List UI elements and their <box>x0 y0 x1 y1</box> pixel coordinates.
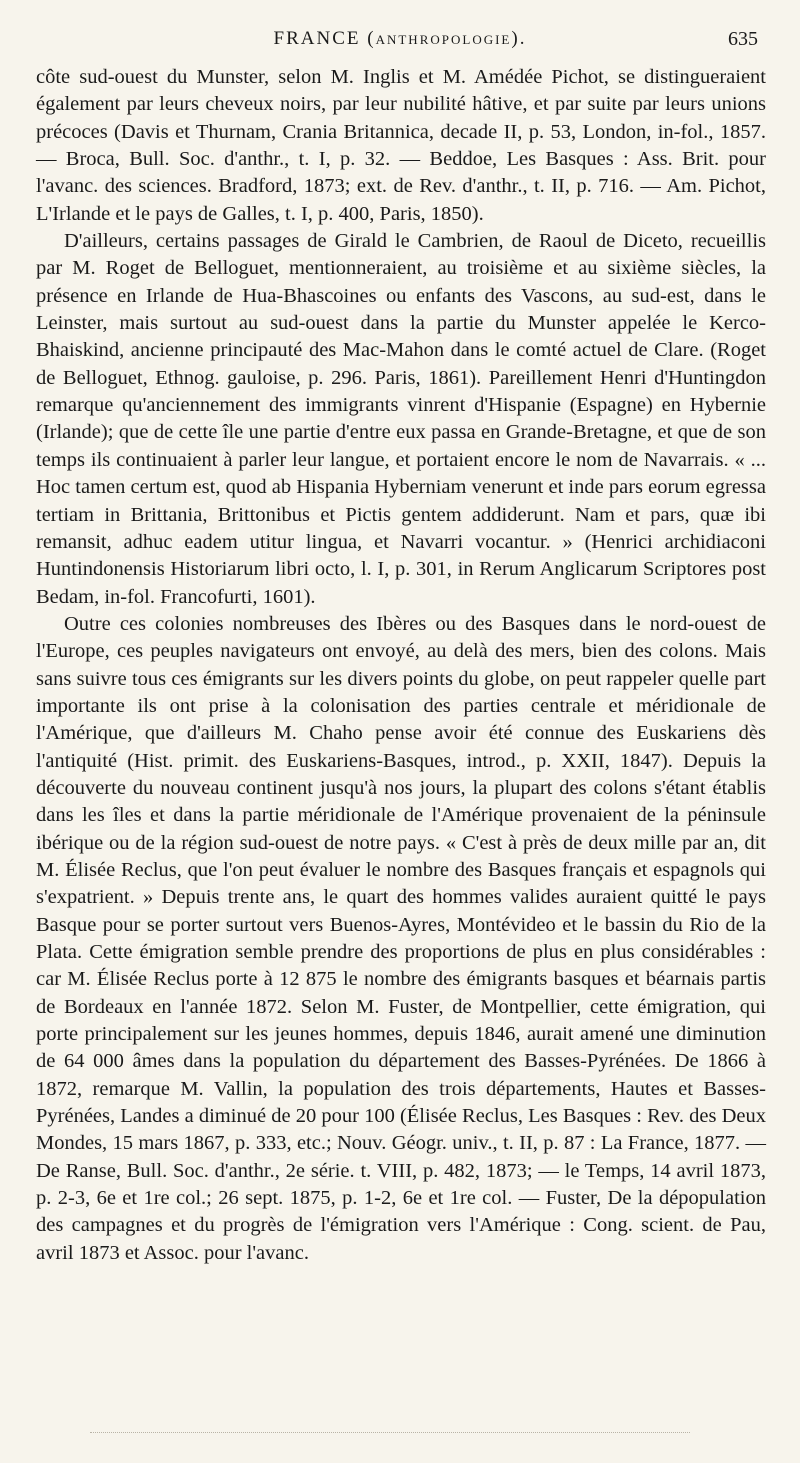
running-head <box>0 28 800 50</box>
running-head-close: ). <box>511 28 527 49</box>
running-head-subject: ANTHROPOLOGIE <box>375 32 512 47</box>
paragraph-emigration: Outre ces colonies nombreuses des Ibères ou des Basques dans le nord-ouest de l'Europe, ces peuples navigateurs ont envoyé, au delà des mers, bien des colons. Mais sans suivre tous ces émigrants sur les divers points du globe, on peut rappeler quelle part importante ils ont prise à la colonisation des parties centrale et méridionale de l'Amérique, que d'ailleurs M. Chaho pense avoir été connue des Euskariens dès l'antiquité (Hist. primit. des Euskariens-Basques, introd., p. XXII, 1847). Depuis la découverte du nouveau continent jusqu'à nos jours, la plupart des colons s'étant établis dans les îles et dans la partie méridionale de l'Amérique provenaient de la péninsule ibérique ou de la région sud-ouest de notre pays. « C'est à près de deux mille par an, dit M. Élisée Reclus, que l'on peut évaluer le nombre des Basques français et espagnols qui s'expatrient. » Depuis trente ans, le quart des hommes valides auraient quitté le pays Basque pour se porter surtout vers Buenos-Ayres, Montévideo et le bassin du Rio de la Plata. Cette émigration semble prendre des proportions de plus en plus considérables : car M. Élisée Reclus porte à 12 875 le nombre des émigrants basques et béarnais partis de Bordeaux en l'année 1872. Selon M. Fuster, de Montpellier, cette émigration, qui porte principalement sur les jeunes hommes, depuis 1846, aurait amené une diminution de 64 000 âmes dans la population du département des Basses-Pyrénées. De 1866 à 1872, remarque M. Vallin, la population des trois départements, Hautes et Basses-Pyrénées, Landes a diminué de 20 pour 100 (Élisée Reclus, Les Basques : Rev. des Deux Mondes, 15 mars 1867, p. 333, etc.; Nouv. Géogr. univ., t. II, p. 87 : La France, 1877. — De Ranse, Bull. Soc. d'anthr., 2e série. t. VIII, p. 482, 1873; — le Temps, 14 avril 1873, p. 2-3, 6e et 1re col.; 26 sept. 1875, p. 1-2, 6e et 1re col. — Fuster, De la dépopulation des campagnes et du progrès de l'émigration vers l'Amérique : Cong. scient. de Pau, avril 1873 et Assoc. pour l'avanc. <box>36 612 766 1264</box>
running-head-title: FRANCE ( <box>273 28 376 49</box>
body-text <box>36 64 766 1267</box>
page-bottom-rule <box>90 1432 690 1434</box>
page-number: 635 <box>728 28 758 50</box>
page-header <box>0 28 800 52</box>
paragraph-continued: côte sud-ouest du Munster, selon M. Inglis et M. Amédée Pichot, se distingueraient également par leurs cheveux noirs, par leur nubilité hâtive, et par suite par leurs unions précoces (Davis et Thurnam, Crania Britannica, decade II, p. 53, London, in-fol., 1857. — Broca, Bull. Soc. d'anthr., t. I, p. 32. — Beddoe, Les Basques : Ass. Brit. pour l'avanc. des sciences. Bradford, 1873; ext. de Rev. d'anthr., t. II, p. 716. — Am. Pichot, L'Irlande et le pays de Galles, t. I, p. 400, Paris, 1850). <box>36 66 766 225</box>
paragraph-huntingdon: D'ailleurs, certains passages de Girald le Cambrien, de Raoul de Diceto, recueillis par M. Roget de Belloguet, mentionneraient, au troisième et au sixième siècles, la présence en Irlande de Hua-Bhascoines ou enfants des Vascons, au sud-est, dans le Leinster, mais surtout au sud-ouest dans la partie du Munster appelée le Kerco-Bhaiskind, ancienne principauté des Mac-Mahon dans le comté actuel de Clare. (Roget de Belloguet, Ethnog. gauloise, p. 296. Paris, 1861). Pareillement Henri d'Huntingdon remarque qu'anciennement des immigrants vinrent d'Hispanie (Espagne) en Hybernie (Irlande); que de cette île une partie d'entre eux passa en Grande-Bretagne, et que de son temps ils continuaient à parler leur langue, et portaient encore le nom de Navarrais. « ... Hoc tamen certum est, quod ab Hispania Hyberniam venerunt et inde pars eorum egressa tertiam in Brittania, Brittonibus et Pictis gentem addiderunt. Nam et pars, quæ ibi remansit, adhuc eadem utitur lingua, et Navarri vocantur. » (Henrici archidiaconi Huntindonensis Historiarum libri octo, l. I, p. 301, in Rerum Anglicarum Scriptores post Bedam, in-fol. Francofurti, 1601). <box>36 230 766 608</box>
